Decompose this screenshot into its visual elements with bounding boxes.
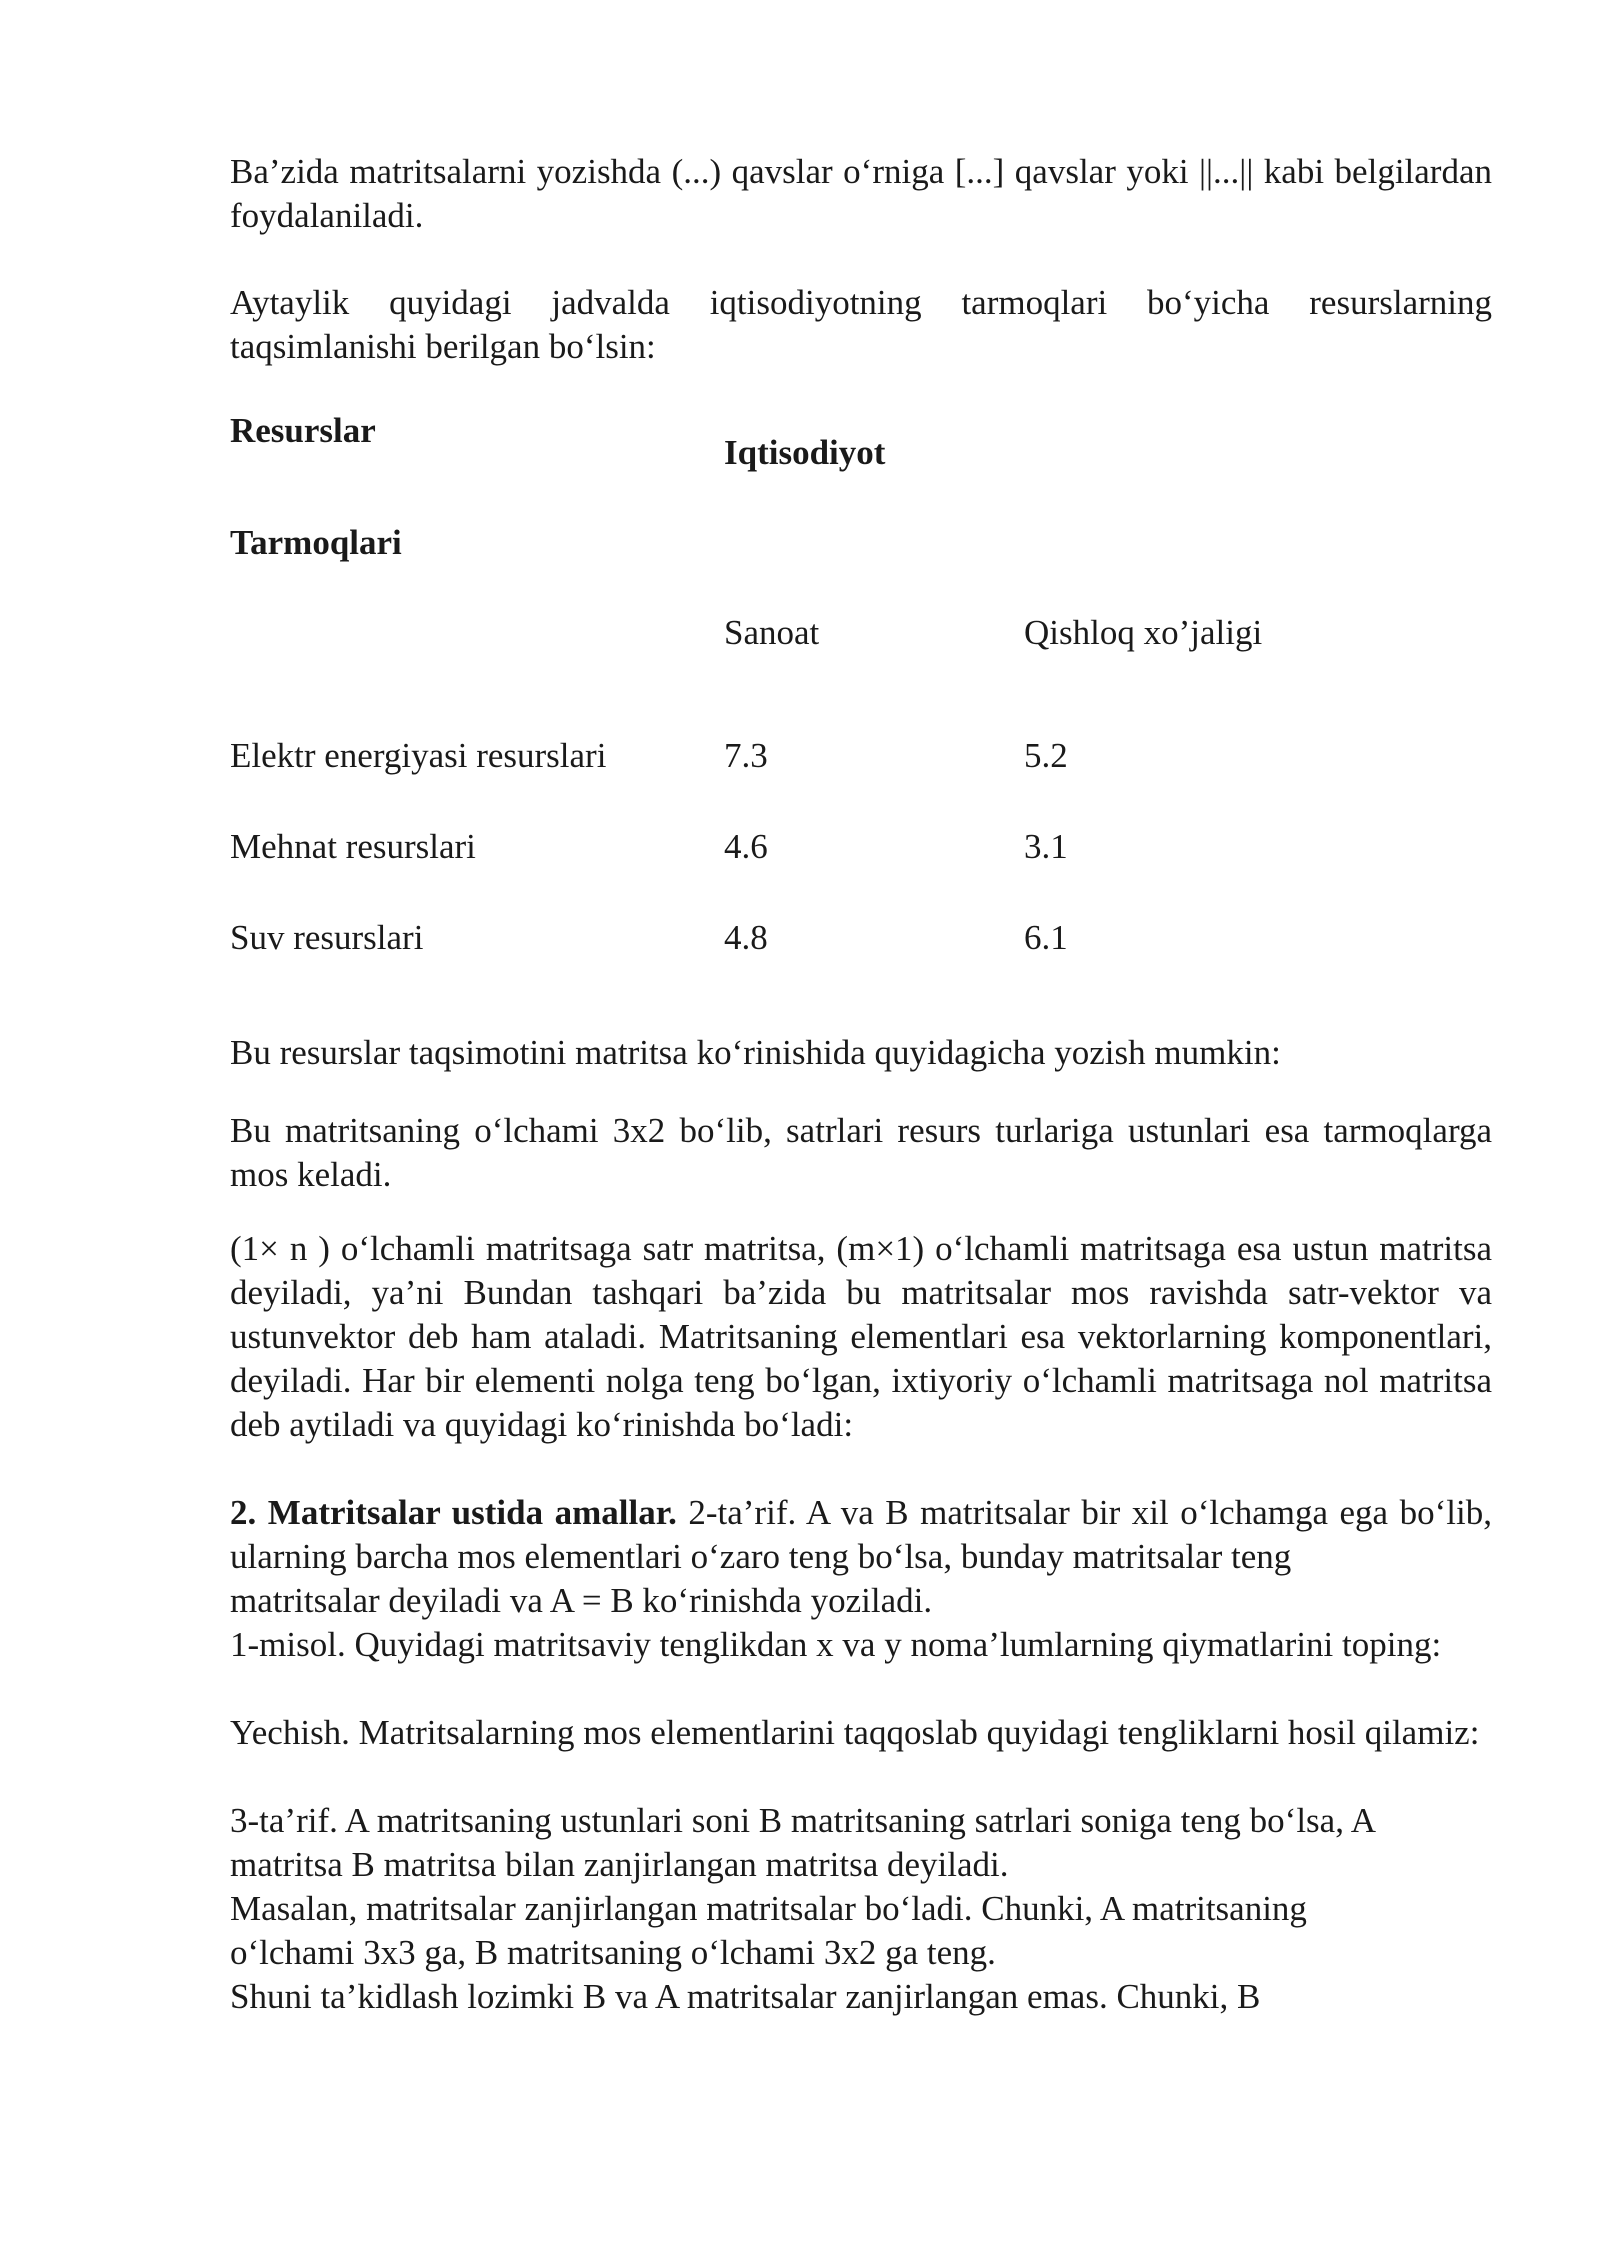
definition-3-line: matritsa B matritsa bilan zanjirlangan matritsa deyiladi.: [230, 1845, 1009, 1884]
document-page: [230, 150, 1492, 2019]
table-col-qishloq: Qishloq xo’jaligi: [1024, 613, 1263, 652]
definition-2-line-end: matritsalar deyiladi va A = B ko‘rinishda yoziladi.: [230, 1581, 933, 1620]
section-heading: 2. Matritsalar ustida amallar.: [230, 1493, 677, 1532]
paragraph-matrix-size: Bu matritsaning o‘lchami 3x2 bo‘lib, satrlari resurs turlariga ustunlari esa tarmoqlarga mos keladi.: [230, 1111, 1492, 1194]
table-cell: 4.8: [724, 918, 768, 957]
table-header-resurslar: Resurslar: [230, 411, 376, 450]
table-cell: 5.2: [1024, 736, 1068, 775]
table-cell: 4.6: [724, 827, 768, 866]
paragraph-table-intro: Aytaylik quyidagi jadvalda iqtisodiyotning tarmoqlari bo‘yicha resurslarning taqsimlanishi berilgan bo‘lsin:: [230, 283, 1492, 366]
section-matrix-operations: [230, 1491, 1492, 1579]
paragraph-row-column-matrix: (1× n ) o‘lchamli matritsaga satr matritsa, (m×1) o‘lchamli matritsaga esa ustun matritsa deyiladi, ya’ni Bundan tashqari ba’zida bu matritsalar mos ravishda satr-vektor va ustunvektor deb ham ataladi. Matritsaning elementlari esa vektorlarning komponentlari, deyiladi. Har bir elementi nolga teng bo‘lgan, ixtiyoriy o‘lchamli matritsaga nol matritsa deb aytiladi va quyidagi ko‘rinishda bo‘ladi:: [230, 1229, 1492, 1444]
table-cell: 6.1: [1024, 918, 1068, 957]
table-row-label: Mehnat resurslari: [230, 827, 476, 866]
paragraph-matrix-brackets: Ba’zida matritsalarni yozishda (...) qavslar o‘rniga [...] qavslar yoki ||...|| kabi belgilardan foydalaniladi.: [230, 152, 1492, 235]
table-col-sanoat: Sanoat: [724, 613, 820, 652]
table-header-iqtisodiyot: Iqtisodiyot: [724, 433, 886, 472]
table-cell: 3.1: [1024, 827, 1068, 866]
paragraph-solution: Yechish. Matritsalarning mos elementlarini taqqoslab quyidagi tengliklarni hosil qilamiz:: [230, 1713, 1480, 1752]
definition-2-text: 2-ta’rif. A va B matritsalar bir xil o‘lchamga ega bo‘lib, ularning barcha mos elementlari o‘zaro teng bo‘lsa, bunday matritsalar teng: [230, 1493, 1492, 1576]
table-row-label: Elektr energiyasi resurslari: [230, 736, 607, 775]
definition-3-line: Shuni ta’kidlash lozimki B va A matritsalar zanjirlangan emas. Chunki, B: [230, 1977, 1261, 2016]
table-cell: 7.3: [724, 736, 768, 775]
table-header-tarmoqlari: Tarmoqlari: [230, 523, 402, 562]
definition-3-line: o‘lchami 3x3 ga, B matritsaning o‘lchami 3x2 ga teng.: [230, 1933, 996, 1972]
example-1-text: 1-misol. Quyidagi matritsaviy tenglikdan x va y noma’lumlarning qiymatlarini toping:: [230, 1625, 1442, 1664]
definition-3-line: Masalan, matritsalar zanjirlangan matritsalar bo‘ladi. Chunki, A matritsaning: [230, 1889, 1307, 1928]
definition-3-line: 3-ta’rif. A matritsaning ustunlari soni B matritsaning satrlari soniga teng bo‘lsa, A: [230, 1801, 1377, 1840]
table-row-label: Suv resurslari: [230, 918, 424, 957]
resources-table: [230, 409, 1492, 969]
paragraph-matrix-form: Bu resurslar taqsimotini matritsa ko‘rinishida quyidagicha yozish mumkin:: [230, 1033, 1281, 1072]
